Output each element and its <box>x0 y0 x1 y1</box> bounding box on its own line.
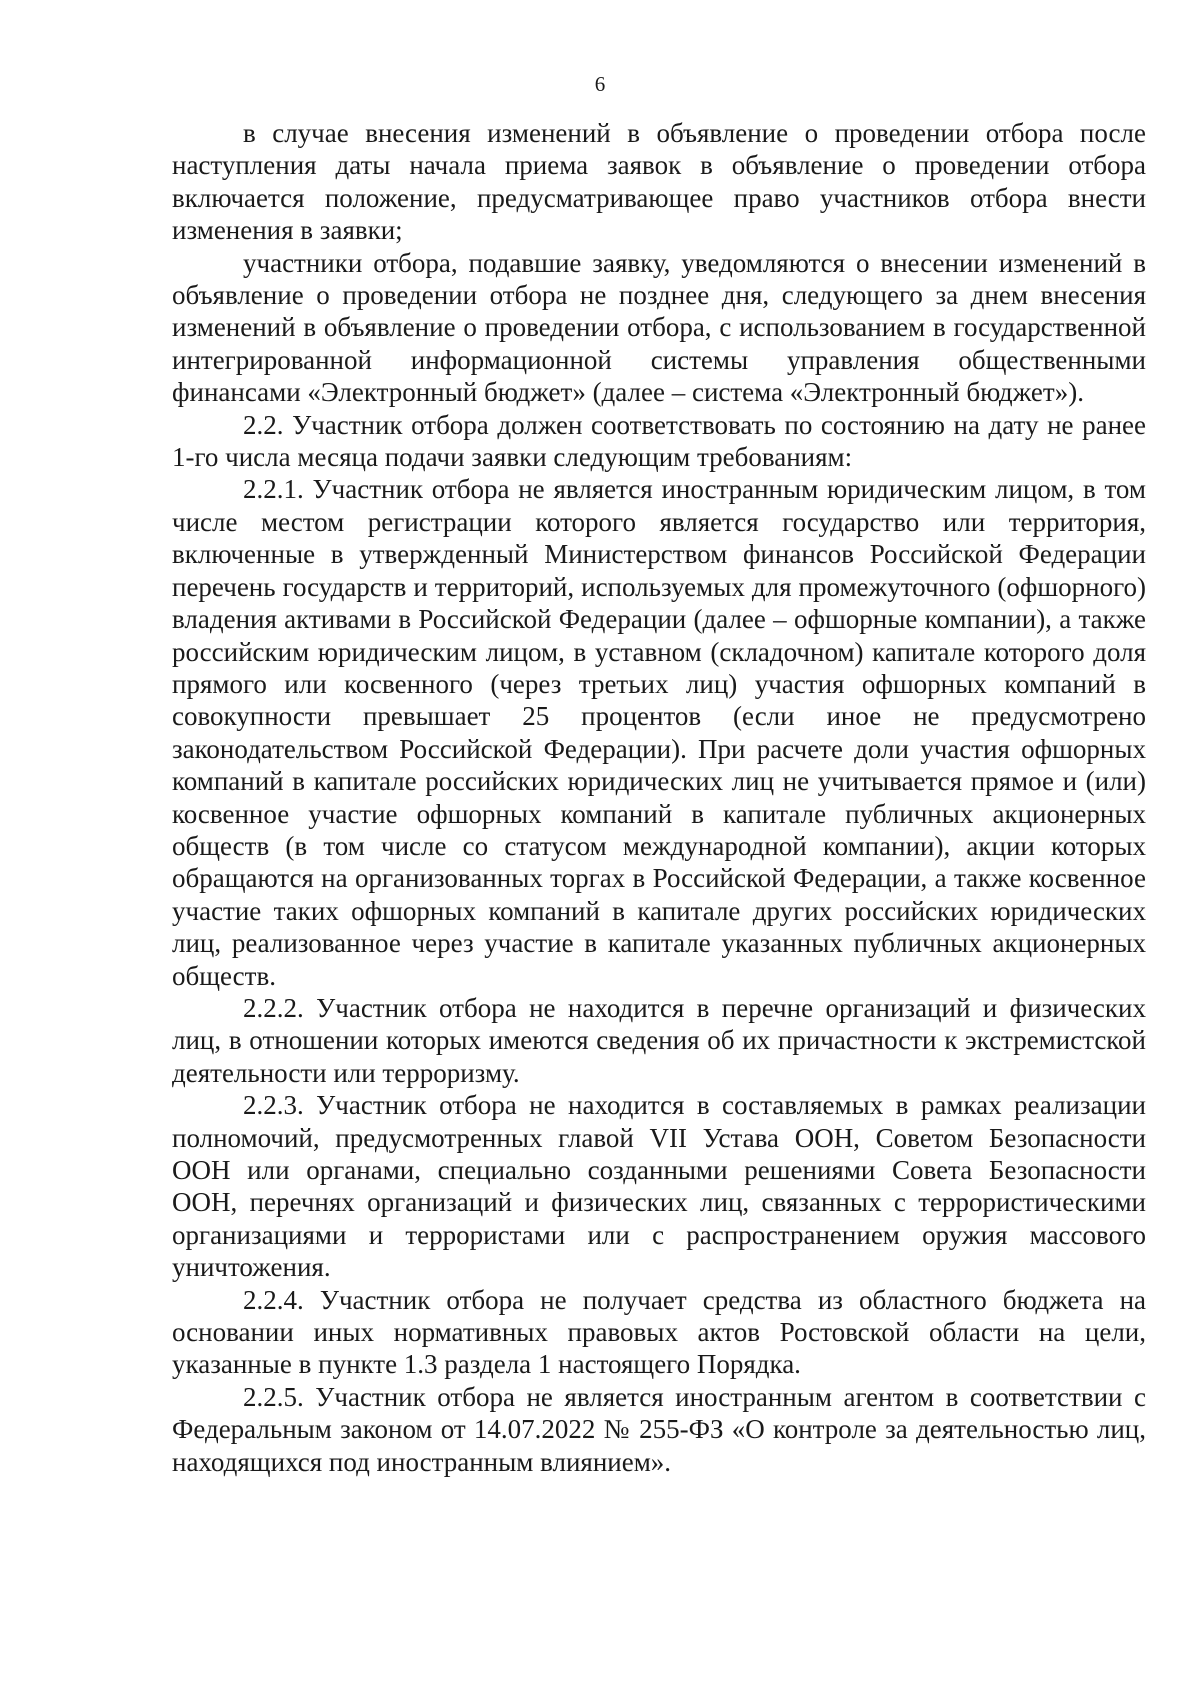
document-body <box>172 117 1146 1478</box>
paragraph-2-2-2-extremism: 2.2.2. Участник отбора не находится в перечне организаций и физических лиц, в отношении которых имеются сведения об их причастности к экстремистской деятельности или терроризму. <box>172 992 1146 1088</box>
paragraph-2-2-3-un-lists: 2.2.3. Участник отбора не находится в составляемых в рамках реализации полномочий, предусмотренных главой VII Устава ООН, Советом Безопасности ООН или органами, специально созданными решениями Совета Безопасности ООН, перечнях организаций и физических лиц, связанных с террористическими организациями и террористами или с распространением оружия массового уничтожения. <box>172 1090 1146 1283</box>
paragraph-participants-notification: участники отбора, подавшие заявку, уведомляются о внесении изменений в объявление о проведении отбора не позднее дня, следующего за днем внесения изменений в объявление о проведении отбора, с использованием в государственной интегрированной информационной системы управления общественными финансами «Электронный бюджет» (далее – система «Электронный бюджет»). <box>172 247 1146 408</box>
page-number: 6 <box>594 72 606 96</box>
paragraph-2-2-1-offshore: 2.2.1. Участник отбора не является иностранным юридическим лицом, в том числе местом регистрации которого является государство или территория, включенные в утвержденный Министерством финансов Российской Федерации перечень государств и территорий, используемых для промежуточного (офшорного) владения активами в Российской Федерации (далее – офшорные компании), а также российским юридическим лицом, в уставном (складочном) капитале которого доля прямого или косвенного (через третьих лиц) участия офшорных компаний в совокупности превышает 25 процентов (если иное не предусмотрено законодательством Российской Федерации). При расчете доли участия офшорных компаний в капитале российских юридических лиц не учитывается прямое и (или) косвенное участие офшорных компаний в капитале публичных акционерных обществ (в том числе со статусом международной компании), акции которых обращаются на организованных торгах в Российской Федерации, а также косвенное участие таких офшорных компаний в капитале других российских юридических лиц, реализованное через участие в капитале указанных публичных акционерных обществ. <box>172 474 1146 991</box>
paragraph-2-2-requirements: 2.2. Участник отбора должен соответствовать по состоянию на дату не ранее 1-го числа месяца подачи заявки следующим требованиям: <box>172 409 1146 473</box>
paragraph-2-2-5-foreign-agent: 2.2.5. Участник отбора не является иностранным агентом в соответствии с Федеральным законом от 14.07.2022 № 255-ФЗ «О контроле за деятельностью лиц, находящихся под иностранным влиянием». <box>172 1381 1146 1477</box>
paragraph-notice-changes: в случае внесения изменений в объявление о проведении отбора после наступления даты начала приема заявок в объявление о проведении отбора включается положение, предусматривающее право участников отбора внести изменения в заявки; <box>172 118 1146 246</box>
paragraph-2-2-4-regional-budget: 2.2.4. Участник отбора не получает средства из областного бюджета на основании иных нормативных правовых актов Ростовской области на цели, указанные в пункте 1.3 раздела 1 настоящего Порядка. <box>172 1284 1146 1380</box>
